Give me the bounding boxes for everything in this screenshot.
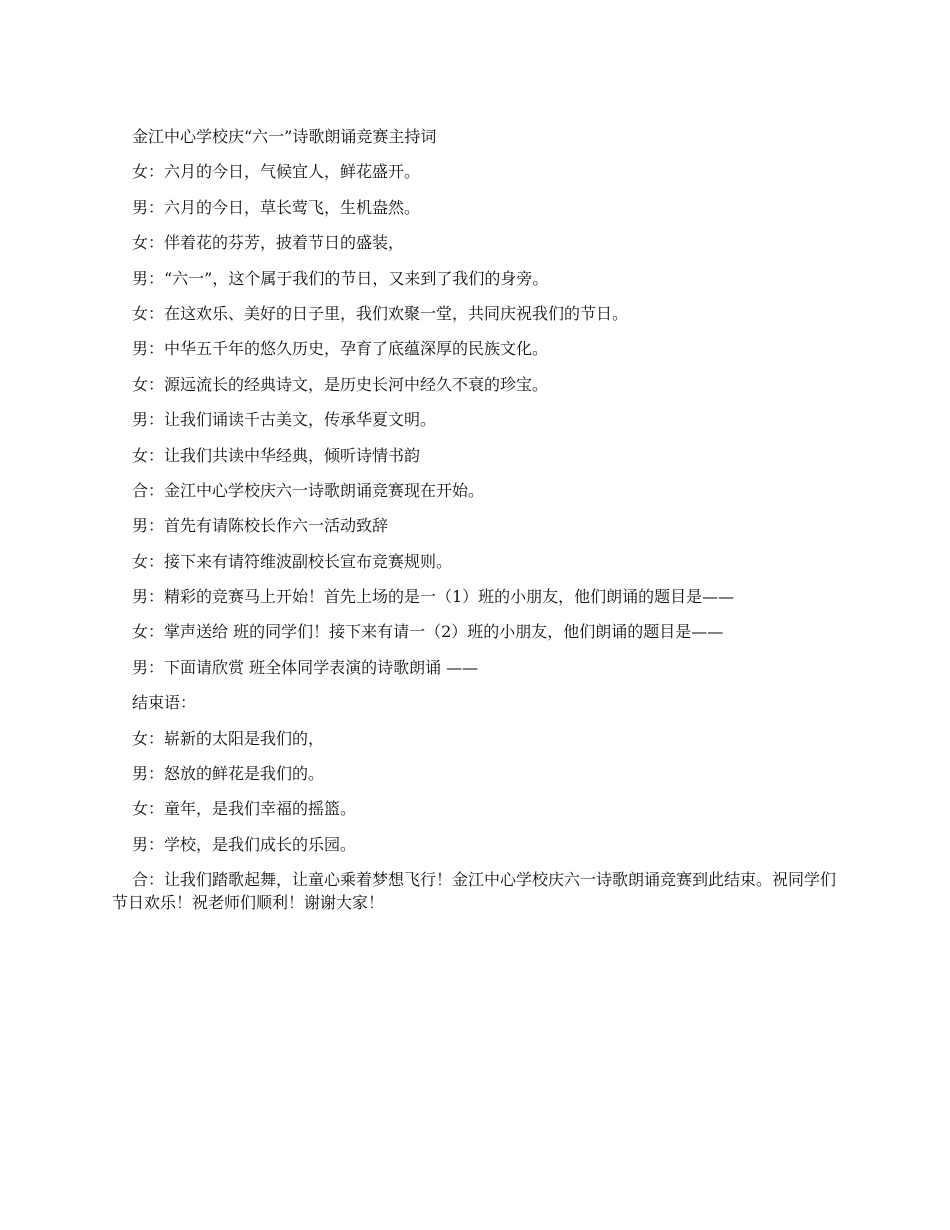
script-line: 女：伴着花的芬芳，披着节日的盛装， [132,233,405,253]
script-line: 男：首先有请陈校长作六一活动致辞 [132,516,389,536]
script-line: 女：接下来有请符维波副校长宣布竞赛规则。 [132,551,453,571]
document-body [112,125,842,914]
script-line: 女：源远流长的经典诗文，是历史长河中经久不衰的珍宝。 [132,374,549,394]
script-line: 男：学校，是我们成长的乐园。 [132,834,357,854]
script-line: 女：崭新的太阳是我们的， [132,728,325,748]
script-line: 男：六月的今日，草长莺飞，生机盎然。 [132,197,421,217]
closing-heading: 结束语： [132,693,197,713]
script-line: 男：精彩的竞赛马上开始！首先上场的是一（1）班的小朋友，他们朗诵的题目是—— [132,587,735,607]
script-line: 女：六月的今日，气候宜人，鲜花盛开。 [132,162,421,182]
script-line: 女：童年，是我们幸福的摇篮。 [132,799,357,819]
script-line: 女：在这欢乐、美好的日子里，我们欢聚一堂，共同庆祝我们的节日。 [132,303,629,323]
script-line: 合：金江中心学校庆六一诗歌朗诵竞赛现在开始。 [132,480,485,500]
script-line: 男：让我们诵读千古美文，传承华夏文明。 [132,410,437,430]
document-title: 金江中心学校庆“六一”诗歌朗诵竞赛主持词 [132,127,437,146]
script-line: 男：中华五千年的悠久历史，孕育了底蕴深厚的民族文化。 [132,339,549,359]
script-line: 女：让我们共读中华经典，倾听诗情书韵 [132,445,421,465]
script-line: 男：怒放的鲜花是我们的。 [132,764,325,784]
script-line: 男：“六一”，这个属于我们的节日，又来到了我们的身旁。 [132,268,549,288]
script-line: 女：掌声送给 班的同学们！接下来有请一（2）班的小朋友，他们朗诵的题目是—— [132,622,724,642]
script-line: 男：下面请欣赏 班全体同学表演的诗歌朗诵 —— [132,657,479,677]
closing-paragraph: 合：让我们踏歌起舞，让童心乘着梦想飞行！金江中心学校庆六一诗歌朗诵竞赛到此结束。祝同学们节日欢乐！祝老师们顺利！谢谢大家！ [112,870,837,913]
